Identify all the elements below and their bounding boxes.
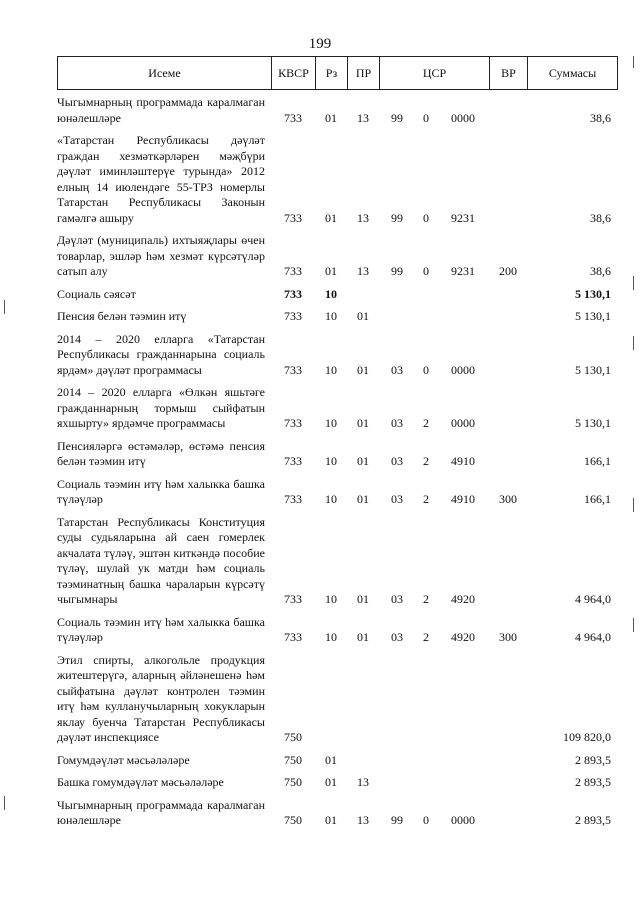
row-kvsr: 733 [284,286,302,301]
row-kvsr: 733 [284,309,302,323]
row-pr: 13 [357,210,369,225]
row-csr-subprogram: 0 [423,210,429,225]
scan-mark [633,56,634,68]
row-vr [489,650,527,750]
row-name: Социаль сәясәт [57,286,136,301]
row-name: «Татарстан Республикасы дәүләт граждан хезмәткәрләрен мәҗбүри дәүләт иминләштерүе турында» 2012 елның 14 июлендәге 55-ТРЗ номерлы Татарстан Республикасы Законын гамәлгә ашыру [57,133,265,225]
row-name: Пенсия белән тәэмин итү [57,309,187,323]
row-sum: 5 130,1 [575,362,611,377]
row-csr-direction [437,650,489,750]
row-csr-direction: 9231 [451,210,475,225]
row-kvsr: 750 [284,752,302,767]
row-sum: 109 820,0 [563,730,611,744]
column-header-csr: ЦСР [380,57,490,90]
row-csr-program: 03 [391,362,403,377]
scan-mark [4,300,5,314]
row-csr-subprogram [415,650,437,750]
row-pr [347,650,379,750]
row-csr-direction: 0000 [451,416,475,430]
row-csr-subprogram [415,772,437,795]
row-kvsr: 733 [284,362,302,377]
row-name: 2014 – 2020 елларга «Өлкән яшьтәге гражданнарның тормыш сыйфатын яхшырту» ярдәмче программасы [57,385,265,430]
column-header-name: Исеме [58,57,272,90]
row-kvsr: 733 [284,492,302,506]
row-name: Башка гомумдәүләт мәсьәләләре [57,775,224,789]
scan-mark [633,618,634,632]
row-csr-direction: 4920 [451,630,475,644]
row-csr-subprogram: 0 [423,362,429,377]
row-csr-subprogram [415,284,437,307]
row-vr [489,436,527,474]
row-csr-direction: 0000 [451,110,475,125]
row-vr: 300 [499,492,517,506]
row-pr: 13 [357,110,369,125]
row-kvsr: 733 [284,592,302,606]
column-header-sum: Суммасы [528,57,618,90]
row-vr [489,306,527,329]
row-rz: 10 [325,592,337,606]
row-rz [315,650,347,750]
row-sum: 38,6 [590,110,611,125]
table-header [57,56,618,90]
row-kvsr: 733 [284,416,302,430]
row-sum: 166,1 [584,454,611,468]
table-row [57,284,617,307]
row-csr-program [379,306,415,329]
row-sum: 2 893,5 [575,813,611,827]
row-csr-direction: 4910 [451,492,475,506]
row-vr: 200 [499,264,517,278]
row-csr-direction [437,750,489,773]
row-sum: 166,1 [584,492,611,506]
row-vr [489,772,527,795]
scan-mark [633,276,634,290]
row-csr-program: 99 [391,813,403,827]
table-row [57,612,617,650]
row-pr: 01 [357,630,369,644]
row-csr-subprogram: 2 [423,454,429,468]
row-rz: 10 [325,630,337,644]
row-kvsr: 733 [284,110,302,125]
row-name: Социаль тәэмин итү һәм халыкка башка түләүләр [57,614,265,644]
row-csr-program: 03 [391,416,403,430]
row-pr [347,284,379,307]
row-csr-program: 03 [391,454,403,468]
row-vr: 300 [499,630,517,644]
budget-table [57,92,617,833]
row-name: Дәүләт (муниципаль) ихтыяҗлары өчен товарлар, эшләр һәм хезмәт күрсәтүләр сатып алу [57,233,265,278]
row-csr-program: 99 [391,210,403,225]
row-vr [489,130,527,230]
row-rz: 10 [325,362,337,377]
row-csr-subprogram: 2 [423,492,429,506]
row-pr: 13 [357,264,369,278]
row-kvsr: 750 [284,775,302,789]
row-csr-program: 99 [391,110,403,125]
table-row [57,795,617,833]
row-pr: 13 [357,775,369,789]
table-row [57,650,617,750]
row-name: 2014 – 2020 елларга «Татарстан Республикасы гражданнарына социаль ярдәм» дәүләт программасы [57,331,265,377]
row-name: Этил спирты, алкогольле продукция житештерүгә, аларның әйләнешенә һәм сыйфатына дәүләт контролен тәэмин итү һәм кулланучыларның хокукларын яклау буенча Татарстан Республикасы дәүләт инспекциясе [57,652,265,744]
scan-mark [633,336,634,350]
row-csr-program [379,650,415,750]
row-rz: 10 [325,492,337,506]
row-csr-direction: 4920 [451,592,475,606]
row-rz: 01 [325,264,337,278]
row-sum: 5 130,1 [575,286,611,301]
row-sum: 5 130,1 [575,416,611,430]
row-kvsr: 733 [284,454,302,468]
row-rz: 10 [325,416,337,430]
row-pr: 01 [357,362,369,377]
row-csr-subprogram [415,750,437,773]
row-vr [489,382,527,436]
row-csr-subprogram [415,306,437,329]
row-kvsr: 733 [284,264,302,278]
row-sum: 2 893,5 [575,752,611,767]
row-sum: 38,6 [590,264,611,278]
row-vr [489,329,527,383]
table-row [57,436,617,474]
scan-mark [633,498,634,512]
table-row [57,772,617,795]
table-row [57,512,617,612]
row-name: Чыгымнарның программада каралмаган юнәлешләре [57,95,265,125]
row-sum: 38,6 [590,210,611,225]
row-kvsr: 750 [284,813,302,827]
row-vr [489,750,527,773]
row-vr [489,512,527,612]
table-row [57,306,617,329]
row-csr-subprogram: 2 [423,630,429,644]
row-csr-program [379,772,415,795]
row-sum: 2 893,5 [575,775,611,789]
row-pr [347,750,379,773]
row-rz: 01 [325,752,337,767]
column-header-vr: ВР [490,57,528,90]
row-pr: 01 [357,492,369,506]
row-csr-direction [437,306,489,329]
table-row [57,92,617,130]
row-csr-direction: 4910 [451,454,475,468]
row-pr: 01 [357,592,369,606]
row-csr-subprogram: 0 [423,264,429,278]
row-csr-subprogram: 0 [423,110,429,125]
row-csr-program [379,750,415,773]
row-csr-program: 99 [391,264,403,278]
row-rz: 10 [325,286,337,301]
column-header-rz: Рз [316,57,348,90]
table-row [57,382,617,436]
row-name: Чыгымнарның программада каралмаган юнәлешләре [57,797,265,827]
table-row [57,329,617,383]
table-row [57,230,617,284]
table-row [57,130,617,230]
row-csr-direction [437,284,489,307]
row-pr: 01 [357,416,369,430]
row-pr: 01 [357,309,369,323]
row-csr-direction: 0000 [451,362,475,377]
row-vr [489,92,527,130]
row-sum: 5 130,1 [575,309,611,323]
row-vr [489,284,527,307]
row-csr-direction: 9231 [451,264,475,278]
row-rz: 01 [325,110,337,125]
row-sum: 4 964,0 [575,592,611,606]
row-name: Гомумдәүләт мәсьәләләре [57,752,190,767]
row-rz: 10 [325,309,337,323]
row-csr-program: 03 [391,492,403,506]
row-csr-subprogram: 0 [423,813,429,827]
row-kvsr: 733 [284,210,302,225]
row-csr-program: 03 [391,592,403,606]
column-header-kvsr: КВСР [272,57,316,90]
row-rz: 01 [325,775,337,789]
row-rz: 10 [325,454,337,468]
row-csr-direction: 0000 [451,813,475,827]
row-csr-program: 03 [391,630,403,644]
row-rz: 01 [325,210,337,225]
row-csr-program [379,284,415,307]
row-csr-subprogram: 2 [423,592,429,606]
column-header-pr: ПР [348,57,380,90]
table-row [57,750,617,773]
scan-mark [4,796,5,810]
row-csr-subprogram: 2 [423,416,429,430]
row-pr: 01 [357,454,369,468]
row-name: Пенсияләргә өстәмәләр, өстәмә пенсия белән тәэмин итү [57,438,265,468]
row-name: Татарстан Республикасы Конституция суды судьяларына ай саен гомерлек акчалата түләү, эштән киткәндә пособие түләү, шулай ук матди һәм социаль тәэминатның башка чараларын күрсәтү чыгымнары [57,514,265,606]
row-csr-direction [437,772,489,795]
row-sum: 4 964,0 [575,630,611,644]
row-kvsr: 733 [284,630,302,644]
table-row [57,474,617,512]
row-pr: 13 [357,813,369,827]
row-vr [489,795,527,833]
row-kvsr: 750 [284,730,302,744]
row-name: Социаль тәэмин итү һәм халыкка башка түләүләр [57,476,265,506]
page-number: 199 [308,36,332,52]
row-rz: 01 [325,813,337,827]
